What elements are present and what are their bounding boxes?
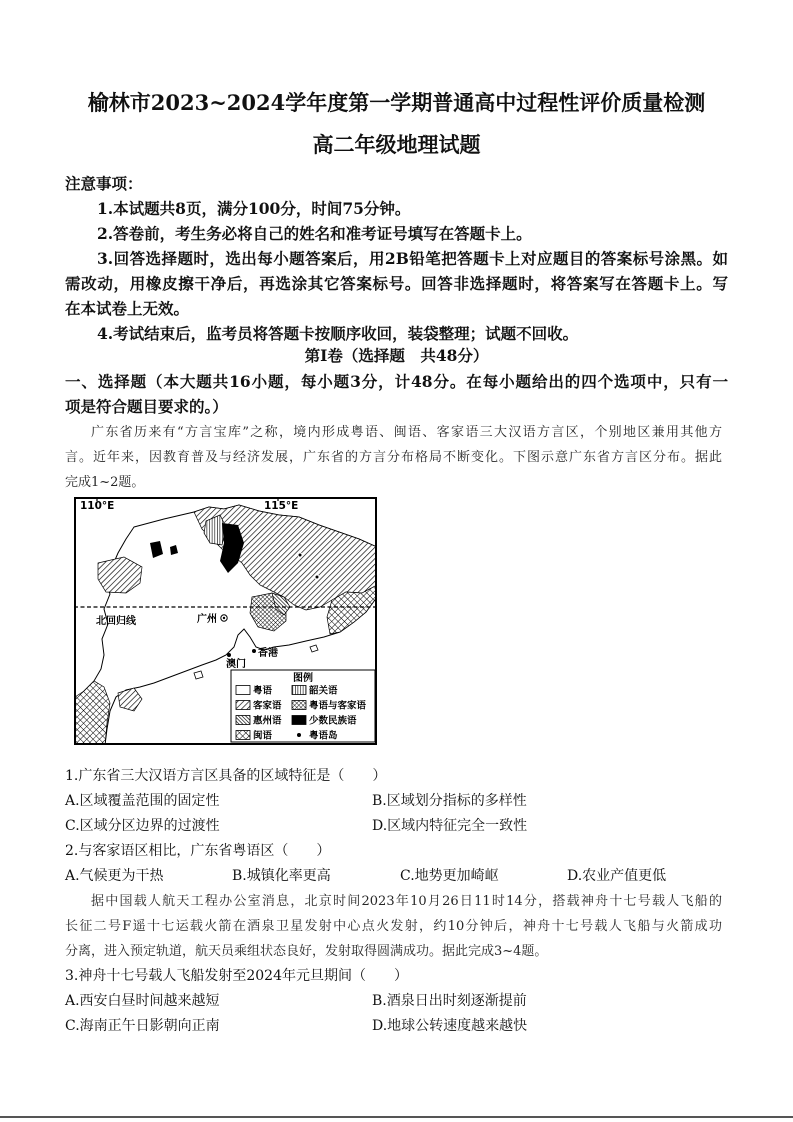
question-1-option-c: C.区域分区边界的过渡性 [65,817,220,834]
question-3-option-d: D.地球公转速度越来越快 [372,1017,528,1034]
question-3-option-c: C.海南正午日影朝向正南 [65,1017,220,1034]
legend-swatch-minority [292,716,306,725]
question-block [65,764,728,1039]
legend-swatch-yue-island-dot-icon [297,733,301,737]
passage-2-line-3: 分离，进入预定轨道，航天员乘组状态良好，发射取得圆满成功。据此完成3~4题。 [65,943,548,959]
legend-label-yue: 粤语 [253,685,273,697]
question-2-options-row [65,864,728,889]
yue-island-dot [298,553,302,557]
map-legend [231,670,375,742]
yue-island-dot [315,575,319,579]
passage-1-line-3: 完成1~2题。 [65,474,145,490]
question-3-options-row-2 [65,1014,728,1039]
part-1-heading: 第Ⅰ卷（选择题 共48分） [304,346,489,365]
part-1-intro-line-1: 一、选择题（本大题共16小题，每小题3分，计48分。在每小题给出的四个选项中，只有一 [65,371,728,391]
notes-item-3-line-1: 3.回答选择题时，选出每小题答案后，用2B铅笔把答题卡上对应题目的答案标号涂黑。如 [97,249,728,268]
hongkong-label: 香港 [258,648,278,659]
passage-2-line-1: 据中国载人航天工程办公室消息，北京时间2023年10月26日11时14分，搭载神舟十七号载人飞船的 [91,893,722,909]
legend-label-hakka: 客家语 [253,700,282,712]
part-1-intro-line-2: 项是符合题目要求的。） [65,396,228,416]
legend-label-min: 闽语 [253,730,273,742]
question-3-option-a: A.西安白昼时间越来越短 [65,992,220,1009]
coastal-island [194,671,203,679]
question-3-stem: 3.神舟十七号载人飞船发射至2024年元旦期间（ ） [65,967,408,984]
question-1-options-row-2 [65,814,728,839]
notes-section [65,171,728,346]
legend-label-shaoguan: 韶关语 [309,685,338,697]
legend-swatch-shaoguan [292,686,306,695]
notes-item-4: 4.考试结束后，监考员将答题卡按顺序收回，装袋整理；试题不回收。 [97,324,579,343]
question-1-option-a: A.区域覆盖范围的固定性 [65,792,220,809]
passage-1 [65,420,722,495]
question-2-option-a: A.气候更为干热 [65,867,164,884]
notes-item-3-line-2: 需改动，用橡皮擦干净后，再选涂其它答案标号。回答非选择题时，将答案写在答题卡上。写 [65,274,728,293]
question-3-option-b: B.酒泉日出时刻逐渐提前 [372,992,527,1009]
legend-label-yue-hakka: 粤语与客家语 [309,700,367,712]
bottom-edge-line [0,1116,793,1118]
question-1-options-row-1 [65,789,728,814]
legend-title: 图例 [293,673,313,684]
notes-item-1: 1.本试题共8页，满分100分，时间75分钟。 [97,199,411,218]
question-1-option-b: B.区域划分指标的多样性 [372,792,527,809]
tropic-label: 北回归线 [96,616,136,627]
legend-swatch-huizhou [236,716,250,725]
legend-label-huizhou: 惠州语 [253,715,282,727]
longitude-label-115: 115°E [264,500,299,512]
exam-subtitle: 高二年级地理试题 [312,132,481,157]
question-1-stem: 1.广东省三大汉语方言区具备的区域特征是（ ） [65,767,387,784]
legend-swatch-yue [236,686,250,695]
question-3-options-row-1 [65,989,728,1014]
notes-item-3-line-3: 在本试卷上无效。 [65,299,190,318]
question-2-option-c: C.地势更加崎岖 [400,867,499,884]
macau-city-dot-icon [227,653,231,657]
notes-item-2: 2.答卷前，考生务必将自己的姓名和准考证号填写在答题卡上。 [97,224,532,243]
guangdong-dialect-map [74,497,377,745]
macau-label: 澳门 [226,659,246,670]
passage-1-line-1: 广东省历来有“方言宝库”之称，境内形成粤语、闽语、客家语三大汉语方言区，个别地区兼用其他方 [91,424,722,440]
part-1-intro [65,369,728,419]
passage-1-line-2: 言。近年来，因教育普及与经济发展，广东省的方言分布格局不断变化。下图示意广东省方言区分布。据此 [65,449,722,465]
guangzhou-city-icon-center [223,617,225,619]
guangzhou-label: 广州 [197,614,217,625]
legend-swatch-hakka [236,701,250,710]
legend-swatch-yue-hakka [292,701,306,710]
map-svg [74,497,377,745]
question-1-option-d: D.区域内特征完全一致性 [372,817,528,834]
hongkong-city-dot-icon [252,649,256,653]
passage-2-line-2: 长征二号F遥十七运载火箭在酒泉卫星发射中心点火发射，约10分钟后，神舟十七号载人飞船与火箭成功 [65,918,722,934]
legend-label-yue-island: 粤语岛 [309,730,338,742]
notes-heading: 注意事项： [65,174,143,193]
longitude-label-110: 110°E [80,500,115,512]
question-2-option-d: D.农业产值更低 [567,867,667,884]
question-2-option-b: B.城镇化率更高 [232,867,331,884]
legend-swatch-min [236,731,250,740]
question-2-stem: 2.与客家语区相比，广东省粤语区（ ） [65,842,331,859]
legend-label-minority: 少数民族语 [309,715,357,727]
exam-title: 榆林市2023~2024学年度第一学期普通高中过程性评价质量检测 [87,90,706,115]
